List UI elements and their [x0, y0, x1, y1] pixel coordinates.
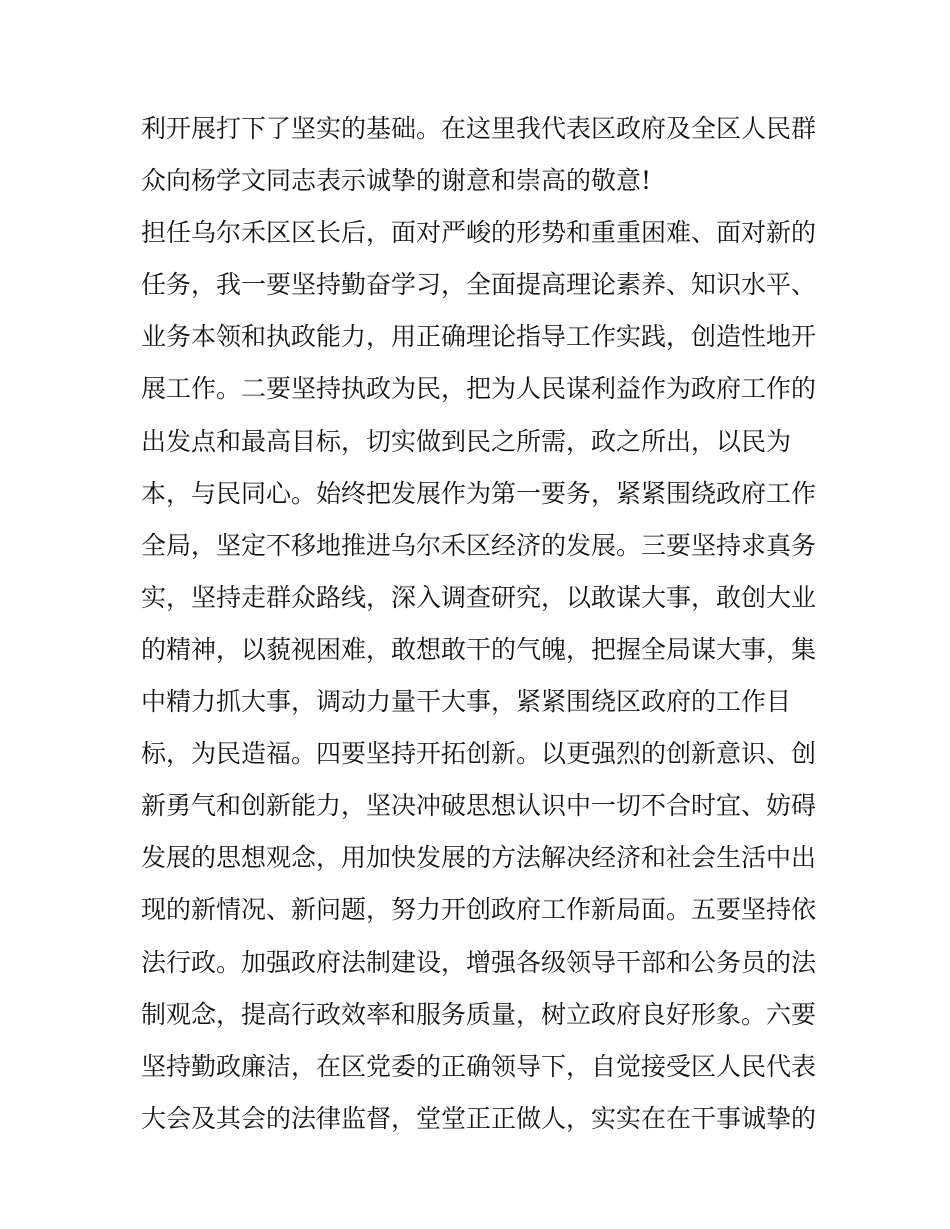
text-line-4: 任务，我一要坚持勤奋学习，全面提高理论素养、知识水平、: [141, 270, 817, 300]
text-line-1: 利开展打下了坚实的基础。在这里我代表区政府及全区人民群: [141, 114, 817, 143]
text-line-2: 众向杨学文同志表示诚挚的谢意和崇高的敬意!: [141, 166, 652, 196]
text-line-7: 出发点和最高目标，切实做到民之所需，政之所出，以民为: [141, 426, 792, 456]
text-line-5: 业务本领和执政能力，用正确理论指导工作实践，创造性地开: [141, 322, 817, 352]
text-line-16: 现的新情况、新问题，努力开创政府工作新局面。五要坚持依: [141, 895, 817, 925]
text-line-18: 制观念，提高行政效率和服务质量，树立政府良好形象。六要: [141, 999, 817, 1029]
text-line-3: 担任乌尔禾区区长后，面对严峻的形势和重重困难、面对新的: [141, 218, 817, 248]
text-line-15: 发展的思想观念，用加快发展的方法解决经济和社会生活中出: [141, 843, 817, 873]
text-line-12: 中精力抓大事，调动力量干大事，紧紧围绕区政府的工作目: [141, 687, 792, 717]
text-line-17: 法行政。加强政府法制建设，增强各级领导干部和公务员的法: [141, 947, 817, 977]
body-text: [141, 103, 821, 1145]
text-line-6: 展工作。二要坚持执政为民，把为人民谋利益作为政府工作的: [141, 374, 817, 404]
text-line-10: 实，坚持走群众路线，深入调查研究，以敢谋大事，敢创大业: [141, 582, 817, 612]
text-line-20: 大会及其会的法律监督，堂堂正正做人，实实在在干事诚挚的: [141, 1103, 817, 1133]
text-line-9: 全局，坚定不移地推进乌尔禾区经济的发展。三要坚持求真务: [141, 530, 817, 560]
text-line-8: 本，与民同心。始终把发展作为第一要务，紧紧围绕政府工作: [141, 478, 817, 508]
text-line-11: 的精神，以藐视困难，敢想敢干的气魄，把握全局谋大事，集: [141, 634, 817, 664]
text-line-14: 新勇气和创新能力，坚决冲破思想认识中一切不合时宜、妨碍: [141, 791, 817, 821]
text-line-19: 坚持勤政廉洁，在区党委的正确领导下，自觉接受区人民代表: [141, 1051, 817, 1081]
text-line-13: 标，为民造福。四要坚持开拓创新。以更强烈的创新意识、创: [141, 739, 817, 769]
